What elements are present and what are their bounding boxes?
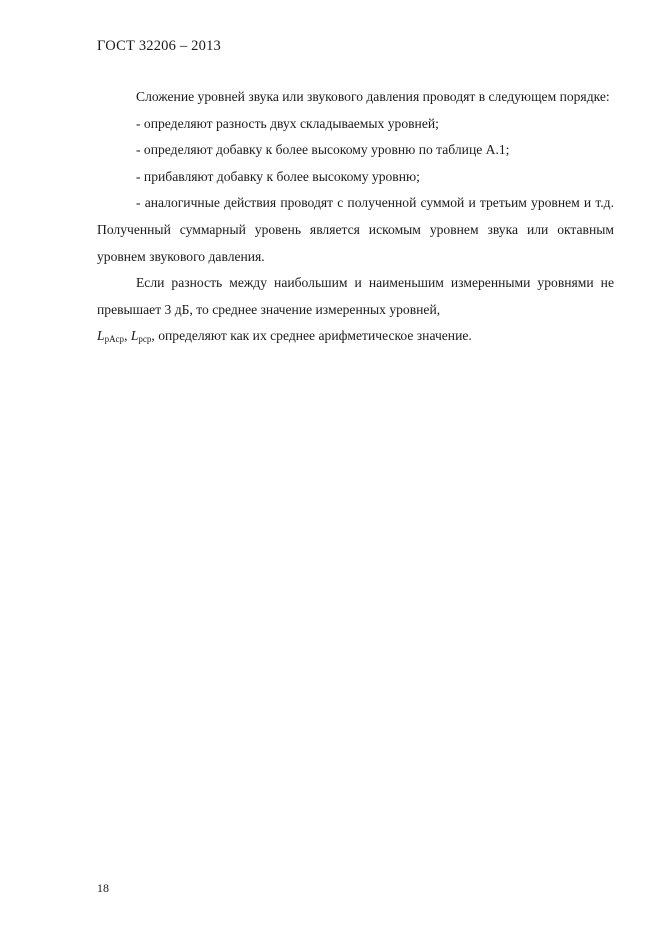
symbol-lp-avg: $L_{pср}$ <box>130 328 152 345</box>
formula-line-text: , определяют как их среднее арифметическое значение. <box>151 328 472 344</box>
symbol-lpa-avg: $L_{pAср}$ <box>97 328 125 345</box>
symbol-separator: , <box>124 328 131 344</box>
list-item: - прибавляют добавку к более высокому уровню; <box>136 168 420 184</box>
document-header: ГОСТ 32206 – 2013 <box>97 38 221 54</box>
paragraph-intro: Сложение уровней звука или звукового давления проводят в следующем порядке: <box>136 89 610 104</box>
formula-line <box>97 323 614 353</box>
list-item: - аналогичные действия проводят с полученной суммой и третьим уровнем и т.д. Полученный суммарный уровень является искомым уровнем звука или октавным уровнем звукового давления. <box>97 195 614 264</box>
document-body <box>97 84 614 353</box>
page-number: 18 <box>97 881 109 895</box>
list-item: - определяют разность двух складываемых уровней; <box>136 115 439 131</box>
paragraph-average <box>97 270 614 323</box>
paragraph-average-text: Если разность между наибольшим и наименьшим измеренными уровнями не превышает 3 дБ, то среднее значение измеренных уровней, <box>97 275 614 317</box>
list-item: - определяют добавку к более высокому уровню по таблице А.1; <box>136 142 510 158</box>
